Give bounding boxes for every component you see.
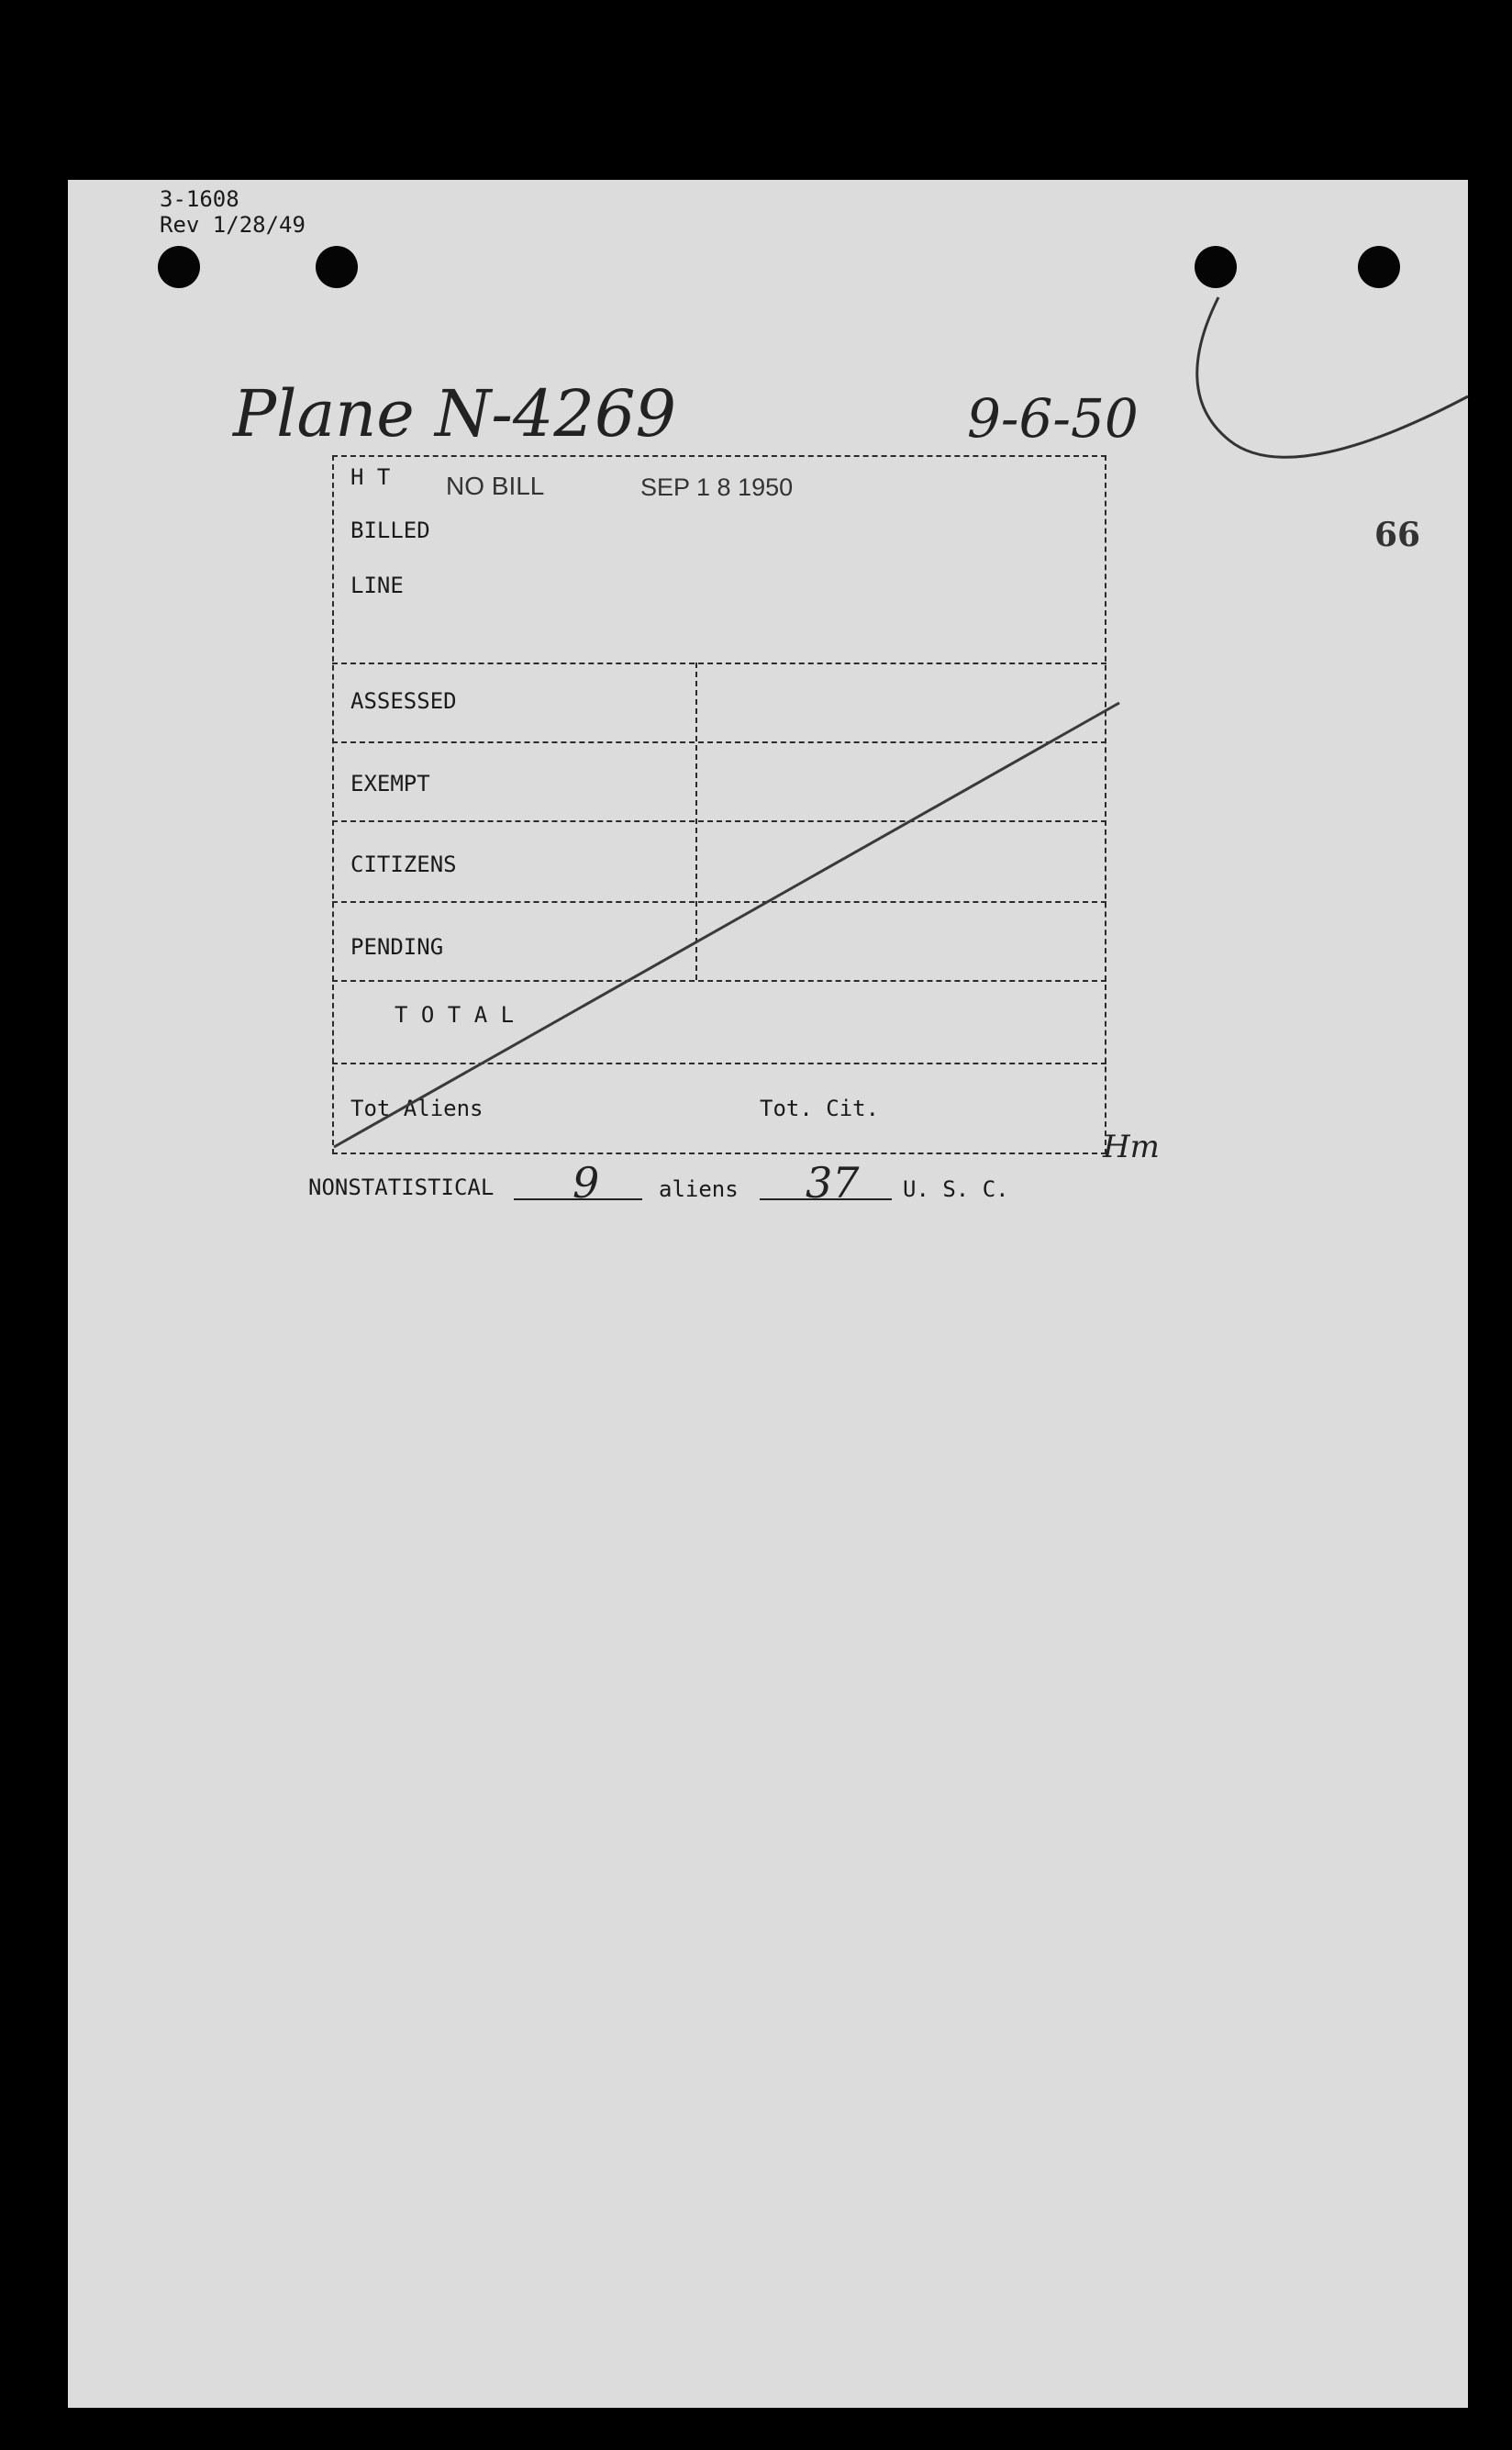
form-revision: Rev 1/28/49 (160, 212, 306, 238)
punch-hole-3 (1195, 246, 1237, 288)
form-number: 3-1608 (160, 186, 239, 212)
handwritten-date: 9-6-50 (967, 387, 1139, 450)
handwritten-usc-count: 37 (806, 1158, 860, 1208)
label-line: LINE (350, 573, 404, 598)
label-pending: PENDING (350, 934, 444, 960)
box-divider-top (332, 663, 1106, 664)
label-billed: BILLED (350, 518, 430, 543)
label-ht: H T (350, 464, 391, 490)
label-total: T O T A L (395, 1002, 515, 1028)
strike-through-line (332, 694, 1127, 1153)
stamp-date: SEP 1 8 1950 (640, 473, 794, 501)
punch-hole-4 (1358, 246, 1400, 288)
handwritten-initials: Hm (1103, 1129, 1160, 1165)
label-exempt: EXEMPT (350, 771, 430, 796)
punch-hole-2 (316, 246, 358, 288)
page-number: 66 (1374, 516, 1421, 554)
label-aliens: aliens (659, 1176, 739, 1202)
label-usc: U. S. C. (903, 1176, 1009, 1202)
handwritten-aliens-count: 9 (573, 1158, 600, 1208)
ink-curve (1184, 294, 1477, 477)
punch-hole-1 (158, 246, 200, 288)
label-nonstatistical: NONSTATISTICAL (308, 1175, 495, 1200)
handwritten-plane: Plane N-4269 (233, 376, 677, 451)
label-assessed: ASSESSED (350, 688, 457, 714)
label-tot-aliens: Tot Aliens (350, 1096, 484, 1121)
stamp-no-bill: NO BILL (446, 472, 545, 500)
label-citizens: CITIZENS (350, 852, 457, 877)
label-tot-cit: Tot. Cit. (760, 1096, 880, 1121)
